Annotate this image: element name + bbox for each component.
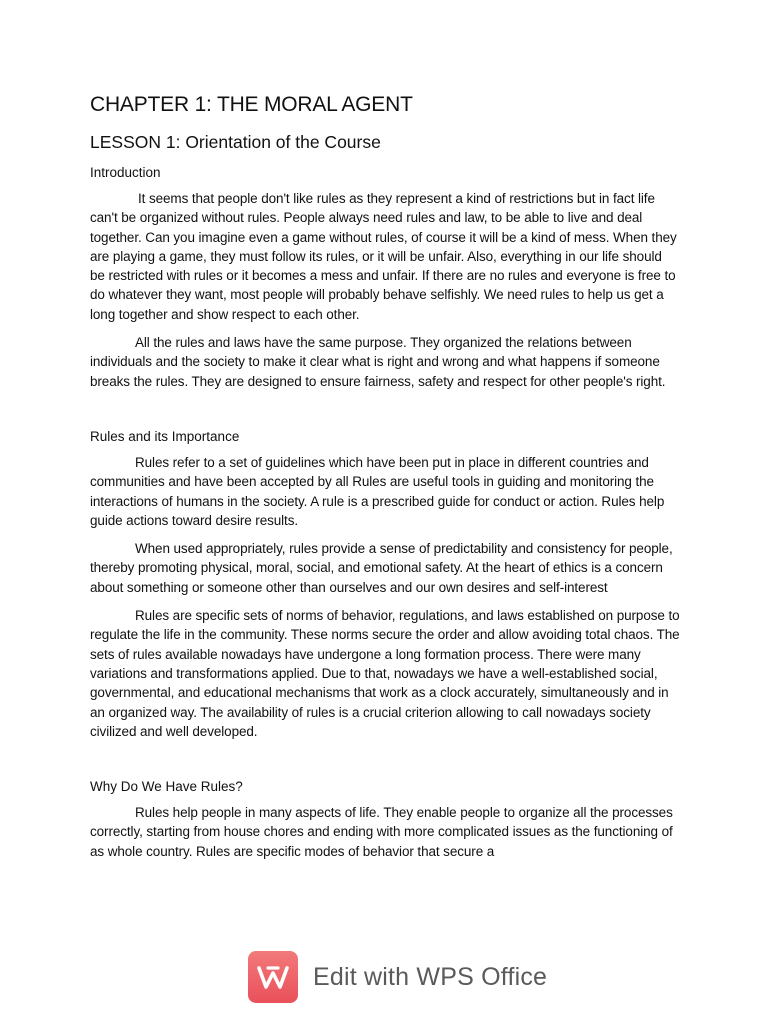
section-heading: Rules and its Importance bbox=[90, 428, 240, 444]
edit-with-wps-banner[interactable] bbox=[248, 950, 547, 1004]
paragraph: All the rules and laws have the same purpose. They organized the relations between individuals and the society to make it clear what is right and wrong and what happens if someone breaks the rules. They are designed to ensure fairness, safety and respect for other people's right. bbox=[90, 335, 666, 389]
paragraph: It seems that people don't like rules as they represent a kind of restrictions but in fact life can't be organized without rules. People always need rules and law, to be able to live and deal together. Can you imagine even a game without rules, of course it will be a kind of mess. When they are playing a game, they must follow its rules, or it will be unfair. Also, everything in our life should be restricted with rules or it becomes a mess and unfair. If there are no rules and everyone is free to do whatever they want, most people will probably behave selfishly. We need rules to help us get a long together and show respect to each other. bbox=[90, 191, 677, 322]
chapter-title: CHAPTER 1: THE MORAL AGENT bbox=[90, 93, 413, 116]
section-heading: Introduction bbox=[90, 165, 161, 180]
section-introduction bbox=[90, 164, 680, 391]
section-heading: Why Do We Have Rules? bbox=[90, 779, 243, 795]
wps-logo-glyph bbox=[256, 962, 290, 992]
edit-with-wps-label[interactable]: Edit with WPS Office bbox=[313, 962, 548, 991]
section-why-rules bbox=[90, 778, 680, 861]
section-spacer bbox=[90, 750, 680, 778]
paragraph: Rules help people in many aspects of life. They enable people to organize all the processes correctly, starting from house chores and ending with more complicated issues as the functioning of as whole country. Rules are specific modes of behavior that secure a bbox=[90, 805, 673, 859]
section-rules-importance bbox=[90, 428, 680, 741]
document-page bbox=[90, 92, 680, 870]
paragraph: Rules are specific sets of norms of behavior, regulations, and laws established on purpose to regulate the life in the community. These norms secure the order and allow avoiding total chaos. The sets of rules available nowadays have undergone a long formation process. There were many variations and transformations applied. Due to that, nowadays we have a well-established social, governmental, and educational mechanisms that work as a clock accurately, simultaneously and in an organized way. The availability of rules is a crucial criterion allowing to call nowadays society civilized and well developed. bbox=[90, 608, 680, 739]
paragraph: Rules refer to a set of guidelines which have been put in place in different countries and communities and have been accepted by all Rules are useful tools in guiding and monitoring the interactions of humans in the society. A rule is a prescribed guide for conduct or action. Rules help guide actions toward desire results. bbox=[90, 454, 665, 528]
lesson-title: LESSON 1: Orientation of the Course bbox=[90, 132, 381, 152]
section-spacer bbox=[90, 400, 680, 428]
paragraph: When used appropriately, rules provide a sense of predictability and consistency for people, thereby promoting physical, moral, social, and emotional safety. At the heart of ethics is a concern about something or someone other than ourselves and our own desires and self-interest bbox=[90, 541, 673, 595]
wps-office-logo-icon[interactable] bbox=[248, 951, 298, 1003]
